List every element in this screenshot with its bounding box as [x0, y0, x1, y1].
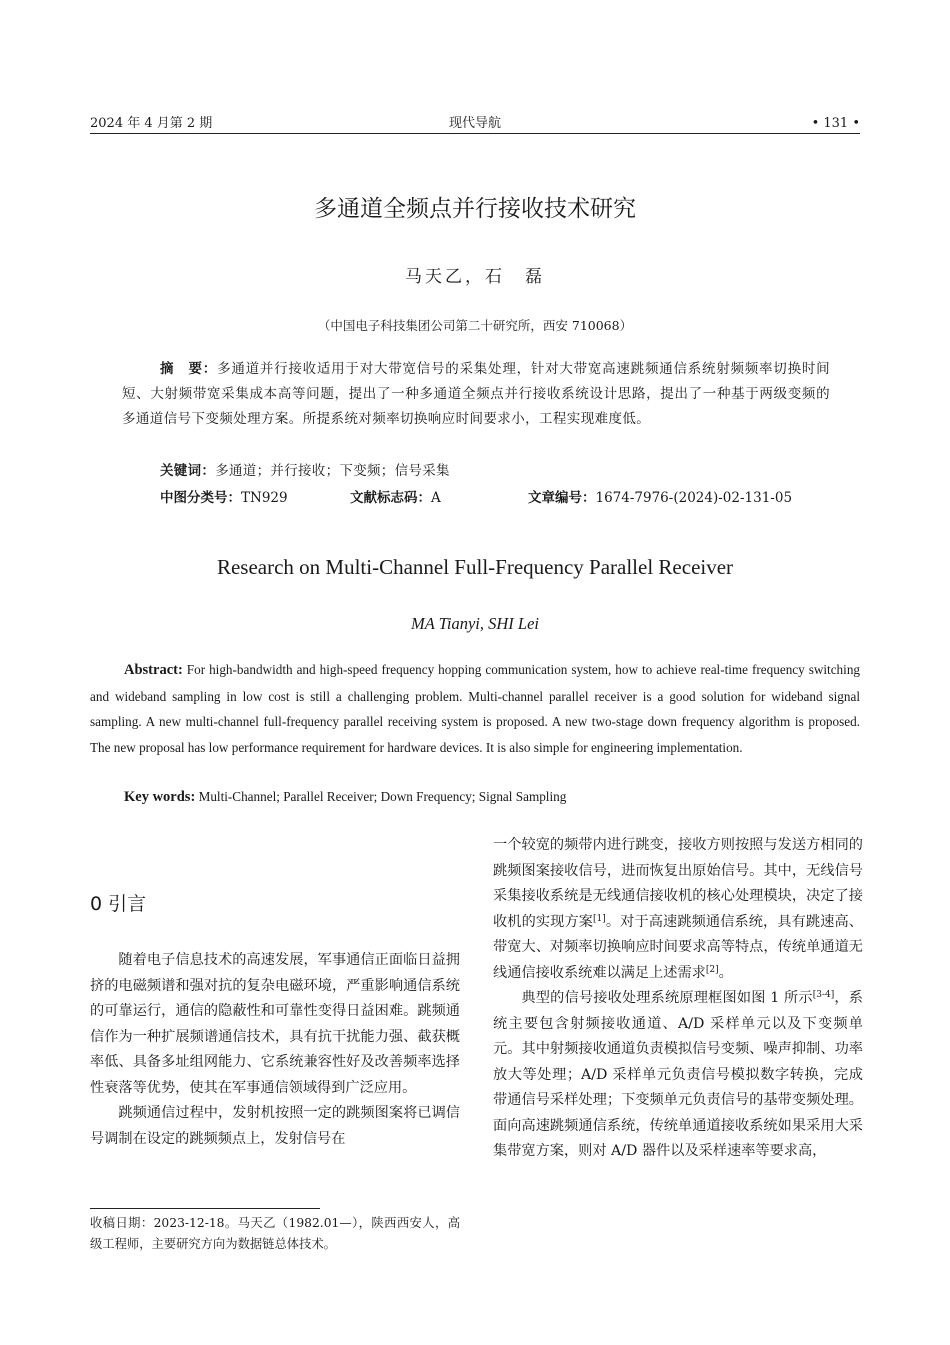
page-number: • 131 • — [811, 116, 860, 131]
body-text: 。对于高速跳频通信系统，具有跳速高、带宽大、对频率切换响应时间要求高等特点，传统单通道无线通信接收系统难以满足上述需求 — [493, 913, 863, 981]
keywords-en — [124, 785, 860, 809]
clc-value: TN929 — [241, 490, 288, 506]
clc-label: 中图分类号： — [160, 490, 241, 506]
abstract-cn — [122, 357, 830, 432]
body-paragraph — [493, 833, 863, 986]
journal-name: 现代导航 — [448, 116, 501, 131]
footnote: 收稿日期：2023-12-18。马天乙（1982.01—），陕西西安人，高级工程师，主要研究方向为数据链总体技术。 — [90, 1216, 460, 1251]
running-header — [90, 115, 860, 133]
body-text: ，系统主要包含射频接收通道、A/D 采样单元以及下变频单元。其中射频接收通道负责模拟信号变频、噪声抑制、功率放大等处理；A/D 采样单元负责信号模拟数字转换，完成带通信号采样处理；下变频单元负责信号的基带变频处理。面向高速跳频通信系统，传统单通道接收系统如果采用大采集带宽方案，则对 A/D 器件以及采样速率等要求高， — [493, 990, 863, 1159]
abstract-en-label: Abstract: — [124, 662, 183, 678]
article-number — [528, 486, 792, 510]
keywords-cn — [160, 459, 840, 483]
keywords-cn-label: 关键词： — [160, 463, 216, 479]
authors-cn: 马天乙，石 磊 — [405, 267, 545, 287]
affiliation-cn: （中国电子科技集团公司第二十研究所，西安 710068） — [317, 318, 633, 333]
article-label: 文章编号： — [528, 490, 596, 506]
abstract-cn-text: 多通道并行接收适用于对大带宽信号的采集处理，针对大带宽高速跳频通信系统射频频率切换时间短、大射频带宽采集成本高等问题，提出了一种多通道全频点并行接收系统设计思路，提出了一种基于两级变频的多通道信号下变频处理方案。所提系统对频率切换响应时间要求小，工程实现难度低。 — [122, 361, 830, 427]
article-value: 1674-7976-(2024)-02-131-05 — [595, 490, 793, 506]
section-heading-intro: 0 引言 — [90, 893, 147, 915]
citation-ref[interactable]: [3-4] — [812, 990, 835, 1000]
keywords-en-label: Key words: — [124, 789, 196, 805]
citation-ref[interactable]: [2] — [705, 964, 719, 975]
doc-value: A — [431, 490, 441, 506]
clc-code — [160, 486, 288, 510]
header-rule — [90, 133, 860, 134]
body-text: 一个较宽的频带内进行跳变，接收方则按照与发送方相同的跳频图案接收信号，进而恢复出原始信号。其中，无线信号采集接收系统是无线通信接收机的核心处理模块，决定了接收机的实现方案 — [493, 837, 863, 930]
citation-ref[interactable]: [1] — [593, 913, 606, 924]
abstract-cn-label: 摘 要： — [160, 361, 218, 377]
keywords-cn-text: 多通道；并行接收；下变频；信号采集 — [215, 463, 450, 479]
body-paragraph — [493, 986, 863, 1165]
body-column-left — [90, 948, 460, 1152]
body-text: 典型的信号接收处理系统原理框图如图 1 所示 — [521, 990, 813, 1006]
body-text: 。 — [718, 964, 733, 981]
body-paragraph: 跳频通信过程中，发射机按照一定的跳频图案将已调信号调制在设定的跳频频点上，发射信号在 — [90, 1105, 460, 1147]
keywords-en-text: Multi-Channel; Parallel Receiver; Down Frequency; Signal Sampling — [198, 789, 567, 804]
body-paragraph: 随着电子信息技术的高速发展，军事通信正面临日益拥挤的电磁频谱和强对抗的复杂电磁环境，严重影响通信系统的可靠运行，通信的隐蔽性和可靠性变得日益困难。跳频通信作为一种扩展频谱通信技术，具有抗干扰能力强、截获概率低、具备多址组网能力、它系统兼容性好及改善频率选择性衰落等优势，使其在军事通信领域得到广泛应用。 — [90, 952, 460, 1096]
abstract-en-text: For high-bandwidth and high-speed frequency hopping communication system, how to achieve real-time frequency switching and wideband sampling in low cost is still a challenging problem. Multi-channel parallel receiver is a good solution for wideband signal sampling. A new multi-channel full-frequency parallel receiving system is proposed. A new two-stage down frequency algorithm is proposed. The new proposal has low performance requirement for hardware devices. It is also simple for engineering implementation. — [90, 662, 861, 755]
abstract-en — [90, 657, 860, 760]
paper-title-en: Research on Multi-Channel Full-Frequency Parallel Receiver — [216, 555, 734, 579]
issue-date: 2024 年 4 月第 2 期 — [90, 116, 213, 131]
body-column-right — [493, 833, 863, 1165]
authors-en: MA Tianyi, SHI Lei — [410, 614, 540, 633]
doc-label: 文献标志码： — [350, 490, 431, 506]
paper-title-cn: 多通道全频点并行接收技术研究 — [314, 196, 636, 222]
doc-code — [350, 486, 441, 510]
footnote-rule — [90, 1208, 320, 1209]
classification-row — [160, 486, 840, 510]
